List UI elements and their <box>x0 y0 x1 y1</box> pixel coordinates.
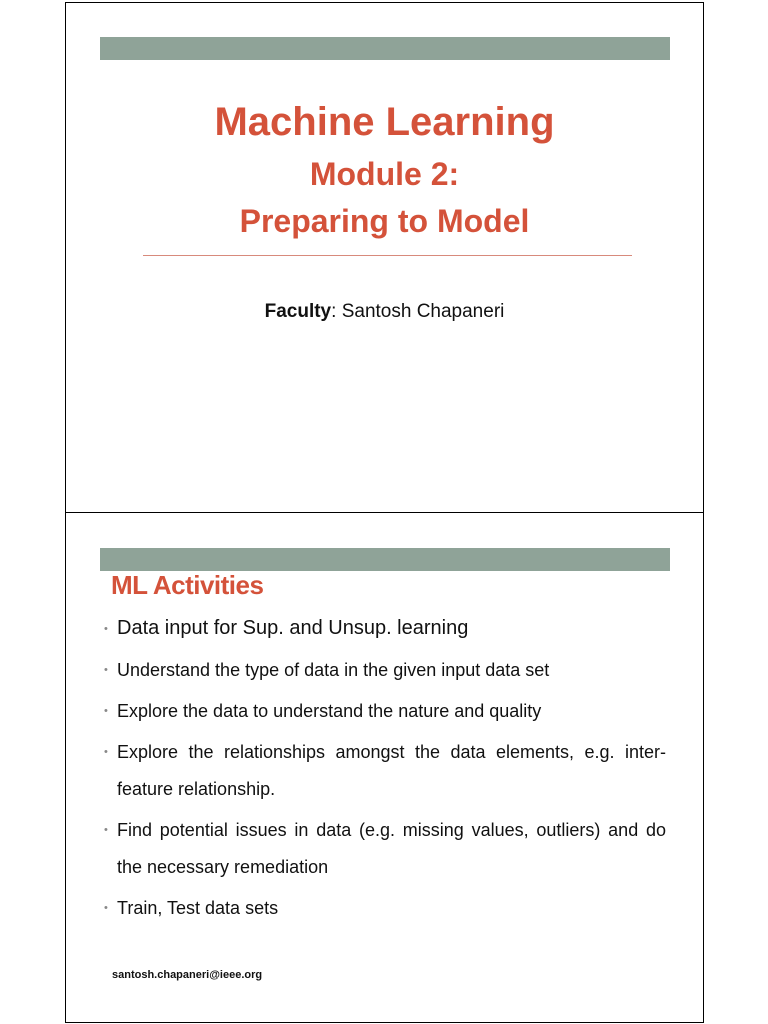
bullet-item <box>104 693 666 730</box>
footer-email: santosh.chapaneri@ieee.org <box>112 969 263 981</box>
bullet-text: Data input for Sup. and Unsup. learning <box>117 617 469 639</box>
bullet-text: Understand the type of data in the given input data set <box>117 660 550 680</box>
slide-subtitle-line1: Module 2: <box>309 156 460 192</box>
slide-heading: ML Activities <box>111 570 264 600</box>
bullet-icon: • <box>104 664 108 676</box>
slide-subtitle-line2: Preparing to Model <box>239 203 530 239</box>
bullet-icon: • <box>104 623 108 635</box>
bullet-icon: • <box>104 705 108 717</box>
faculty-label: Faculty <box>264 301 332 322</box>
slide-2 <box>65 512 704 1023</box>
bullet-item <box>104 812 666 886</box>
bullet-text: Train, Test data sets <box>117 898 279 918</box>
bullet-text: Find potential issues in data (e.g. missing values, outliers) and do the necessary remediation <box>117 820 666 877</box>
bullet-item <box>104 734 666 808</box>
slide-1 <box>65 2 704 513</box>
title-bar <box>100 37 670 60</box>
bullet-text: Explore the relationships amongst the data elements, e.g. inter-feature relationship. <box>117 742 666 799</box>
bullet-icon: • <box>104 746 108 758</box>
bullet-icon: • <box>104 902 108 914</box>
bullet-list <box>104 613 666 931</box>
bullet-text: Explore the data to understand the nature and quality <box>117 701 542 721</box>
bullet-item <box>104 890 666 927</box>
divider <box>143 255 632 256</box>
faculty-name: : Santosh Chapaneri <box>331 301 505 322</box>
slide-number: 2 <box>580 590 586 600</box>
bullet-item <box>104 652 666 689</box>
faculty-line <box>66 301 703 323</box>
bullet-icon: • <box>104 824 108 836</box>
bullet-item <box>104 613 666 643</box>
slide-title: Machine Learning <box>214 100 555 144</box>
